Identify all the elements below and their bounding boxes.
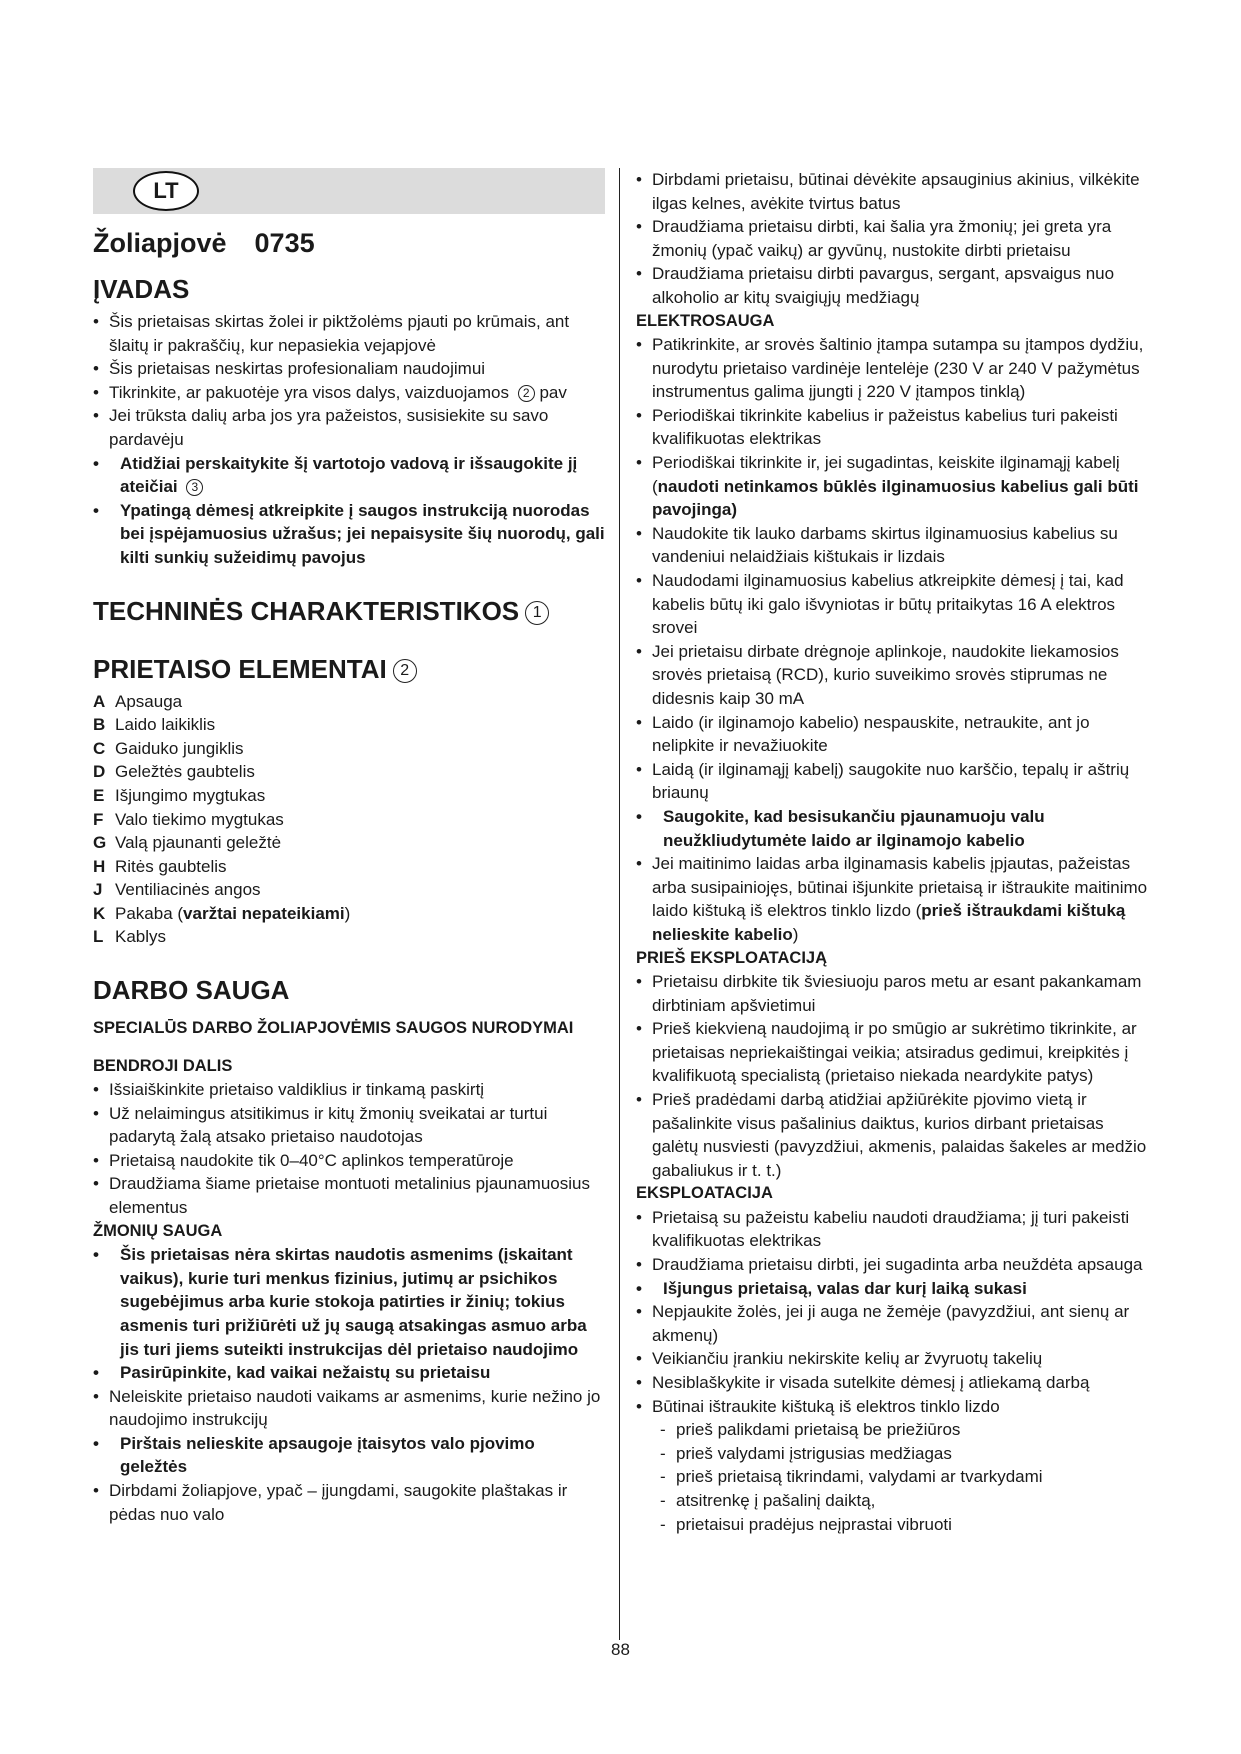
list-item: • Naudodami ilginamuosius kabelius atkreipkite dėmesį į tai, kad kabelis būtų iki galo išvyniotas ir būtų pritaikytas 16 A elektros srovei [636,569,1148,640]
elements-list [93,690,605,950]
before-operation-list [636,970,1148,1182]
intro-list [93,310,605,570]
general-heading: BENDROJI DALIS [93,1056,233,1075]
list-item: • Išsiaiškinkite prietaiso valdiklius ir tinkamą paskirtį [93,1078,605,1102]
list-item: • Veikiančiu įrankiu nekirskite kelių ar žvyruotų takelių [636,1347,1148,1371]
language-badge: LT [133,171,199,211]
list-item: • Nesiblaškykite ir visada sutelkite dėmesį į atliekamą darbą [636,1371,1148,1395]
element-row: F Valo tiekimo mygtukas [93,809,284,829]
list-item: - prietaisui pradėjus neįprastai vibruoti [636,1513,1148,1537]
list-item: • Prietaisą naudokite tik 0–40°C aplinkos temperatūroje [93,1149,605,1173]
list-item: • Saugokite, kad besisukančiu pjaunamuoju valu neužkliudytumėte laido ar ilginamojo kabelio [636,805,1148,852]
intro-heading: ĮVADAS [93,274,190,304]
list-item: - prieš prietaisą tikrindami, valydami ar tvarkydami [636,1465,1148,1489]
element-row: K Pakaba (varžtai nepateikiami) [93,903,351,923]
list-item: • Jei maitinimo laidas arba ilginamasis kabelis įpjautas, pažeistas arba susipainiojęs, būtinai išjunkite prietaisą ir ištraukite maitinimo laido kištuką iš elektros tinklo lizdo (prieš ištraukdami kištuką nelieskite kabelio) [636,852,1148,946]
figure-ref-icon: 1 [525,601,549,625]
list-item: • Šis prietaisas neskirtas profesionaliam naudojimui [93,357,605,381]
element-row: L Kablys [93,927,167,947]
column-divider [619,168,620,1640]
element-row: A Apsauga [93,691,183,711]
list-item: • Atidžiai perskaitykite šį vartotojo vadovą ir išsaugokite jį ateičiai 3 [93,452,605,499]
before-operation-heading: PRIEŠ EKSPLOATACIJĄ [636,948,827,967]
list-item: • Draudžiama prietaisu dirbti, jei sugadinta arba neuždėta apsauga [636,1253,1148,1277]
list-item: • Draudžiama prietaisu dirbti pavargus, sergant, apsvaigus nuo alkoholio ar kitų svaigiųjų medžiagų [636,262,1148,309]
element-row: J Ventiliacinės angos [93,880,261,900]
figure-ref-icon: 2 [393,659,417,683]
figure-ref-icon: 3 [186,479,203,496]
list-item: • Laido (ir ilginamojo kabelio) nespauskite, netraukite, ant jo nelipkite ir nevažiuokite [636,711,1148,758]
right-column [636,168,1148,1536]
list-item: • Už nelaimingus atsitikimus ir kitų žmonių sveikatai ar turtui padarytą žalą atsako prietaiso naudotojas [93,1102,605,1149]
people-safety-list [93,1243,605,1526]
list-item: - prieš valydami įstrigusias medžiagas [636,1442,1148,1466]
list-item: • Prietaisu dirbkite tik šviesiuoju paros metu ar esant pakankamam dirbtiniam apšvietimui [636,970,1148,1017]
operation-heading: EKSPLOATACIJA [636,1184,773,1203]
list-item: • Būtinai ištraukite kištuką iš elektros tinklo lizdo [636,1395,1148,1419]
product-name: Žoliapjovė [93,228,227,258]
safety-heading: DARBO SAUGA [93,975,290,1006]
list-item: • Ypatingą dėmesį atkreipkite į saugos instrukciją nuorodas bei įspėjamuosius užrašus; jei nepaisysite šių nuorodų, gali kilti sunkių sužeidimų pavojus [93,499,605,570]
element-row: G Valą pjaunanti geležtė [93,833,282,853]
list-item: • Dirbdami prietaisu, būtinai dėvėkite apsauginius akinius, vilkėkite ilgas kelnes, avėkite tvirtus batus [636,168,1148,215]
list-item: - atsitrenkę į pašalinį daiktą, [636,1489,1148,1513]
element-row: D Geležtės gaubtelis [93,762,255,782]
list-item: • Prietaisą su pažeistu kabeliu naudoti draudžiama; jį turi pakeisti kvalifikuotas elektrikas [636,1206,1148,1253]
page-number: 88 [611,1640,630,1659]
operation-list [636,1206,1148,1418]
language-bar [93,168,605,214]
list-item: • Neleiskite prietaiso naudoti vaikams ar asmenims, kurie nežino jo naudojimo instrukcijų [93,1385,605,1432]
list-item: • Patikrinkite, ar srovės šaltinio įtampa sutampa su įtampos dydžiu, nurodytu prietaiso vardinėje lentelėje (230 V ar 240 V pažymėtus instrumentus galima įjungti į 220 V įtampos tinklą) [636,333,1148,404]
model-number: 0735 [254,228,315,258]
list-item: • Išjungus prietaisą, valas dar kurį laiką sukasi [636,1277,1148,1301]
element-row: E Išjungimo mygtukas [93,785,266,805]
list-item: • Pirštais nelieskite apsaugoje įtaisytos valo pjovimo geležtės [93,1432,605,1479]
people-safety-heading: ŽMONIŲ SAUGA [93,1221,223,1240]
element-row: B Laido laikiklis [93,715,216,735]
figure-ref-icon: 2 [518,385,535,402]
list-item: • Prieš pradėdami darbą atidžiai apžiūrėkite pjovimo vietą ir pašalinkite visus pašalinius daiktus, kurios dirbant prietaisas galėtų nusviesti (pavyzdžiui, akmenis, palaidas šakeles ar medžio gabaliukus ir t. t.) [636,1088,1148,1182]
unplug-cases-list [636,1418,1148,1536]
list-item: • Naudokite tik lauko darbams skirtus ilginamuosius kabelius su vandeniui nelaidžiais kištukais ir lizdais [636,522,1148,569]
list-item: • Prieš kiekvieną naudojimą ir po smūgio ar sukrėtimo tikrinkite, ar prietaisas nepriekaištingai veikia; atsiradus gedimui, kreipkitės į kvalifikuotą specialistą (prietaiso niekada neardykite patys) [636,1017,1148,1088]
list-item: • Draudžiama prietaisu dirbti, kai šalia yra žmonių; jei greta yra žmonių (ypač vaikų) ar gyvūnų, nustokite dirbti prietaisu [636,215,1148,262]
element-row: C Gaiduko jungiklis [93,738,244,758]
special-safety-heading: SPECIALŪS DARBO ŽOLIAPJOVĖMIS SAUGOS NURODYMAI [93,1019,574,1038]
list-item: • Draudžiama šiame prietaise montuoti metalinius pjaunamuosius elementus [93,1172,605,1219]
people-safety-list-continued [636,168,1148,310]
list-item: • Dirbdami žoliapjove, ypač – įjungdami, saugokite plaštakas ir pėdas nuo valo [93,1479,605,1526]
list-item: - prieš palikdami prietaisą be priežiūros [636,1418,1148,1442]
list-item: • Nepjaukite žolės, jei ji auga ne žemėje (pavyzdžiui, ant sienų ar akmenų) [636,1300,1148,1347]
tech-heading: TECHNINĖS CHARAKTERISTIKOS 1 [93,594,605,628]
list-item: • Jei prietaisu dirbate drėgnoje aplinkoje, naudokite liekamosios srovės prietaisą (RCD), kurio suveikimo srovės stiprumas ne didesnis kaip 30 mA [636,640,1148,711]
list-item: • Periodiškai tikrinkite kabelius ir pažeistus kabelius turi pakeisti kvalifikuotas elektrikas [636,404,1148,451]
element-row: H Ritės gaubtelis [93,856,227,876]
electro-safety-list [636,333,1148,946]
general-list [93,1078,605,1220]
left-column [93,168,605,1526]
list-item: • Pasirūpinkite, kad vaikai nežaistų su prietaisu [93,1361,605,1385]
list-item: • Laidą (ir ilginamąjį kabelį) saugokite nuo karščio, tepalų ir aštrių briaunų [636,758,1148,805]
electro-safety-heading: ELEKTROSAUGA [636,311,775,330]
list-item: • Periodiškai tikrinkite ir, jei sugadintas, keiskite ilginamąjį kabelį (naudoti netinkamos būklės ilginamuosius kabelius gali būti pavojinga) [636,451,1148,522]
document-title [93,226,605,260]
list-item: • Jei trūksta dalių arba jos yra pažeistos, susisiekite su savo pardavėju [93,404,605,451]
list-item: • Šis prietaisas nėra skirtas naudotis asmenims (įskaitant vaikus), kurie turi menkus fizinius, jutimų ar psichikos sugebėjimus arba kurie stokoja patirties ir žinių; tokius asmenis turi prižiūrėti už jų saugą atsakingas asmuo arba jis turi jiems suteikti instrukcijas dėl prietaiso naudojimo [93,1243,605,1361]
list-item: • Tikrinkite, ar pakuotėje yra visos dalys, vaizduojamos 2 pav [93,381,605,405]
list-item: • Šis prietaisas skirtas žolei ir piktžolėms pjauti po krūmais, ant šlaitų ir pakraščių, kur nepasiekia vejapjovė [93,310,605,357]
elements-heading: PRIETAISO ELEMENTAI 2 [93,652,605,686]
